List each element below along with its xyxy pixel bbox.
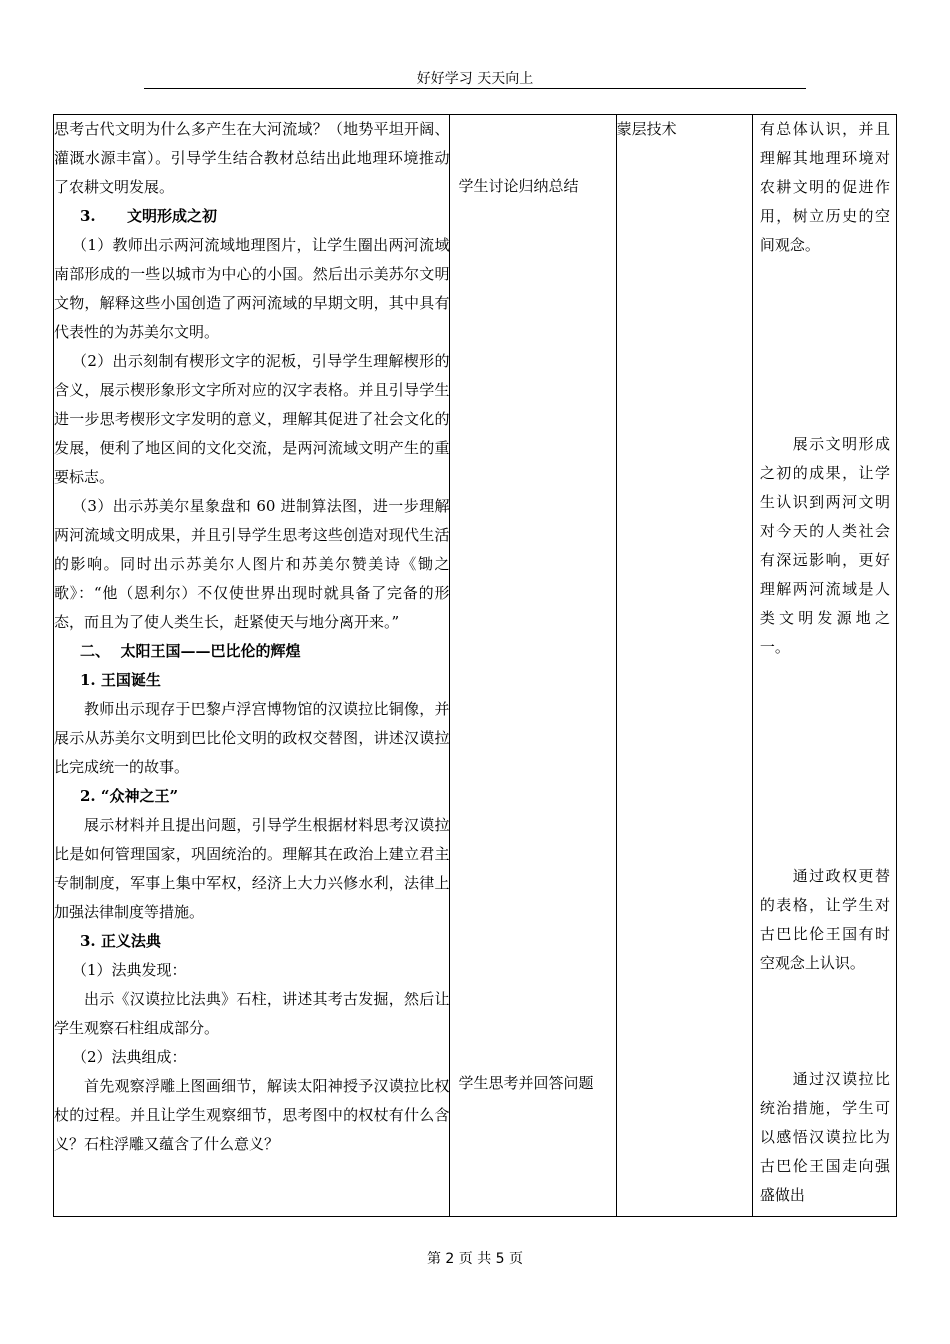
design-intent-cell — [752, 115, 896, 1217]
teaching-process-cell — [54, 115, 450, 1217]
student-activity-cell — [450, 115, 616, 1217]
paragraph: （2）出示刻制有楔形文字的泥板，引导学生理解楔形的含义，展示楔形象形文字所对应的汉字表格。并且引导学生进一步思考楔形文字发明的意义，理解其促进了社会文化的发展，便利了地区间的文化交流，是两河流域文明产生的重要标志。 — [54, 352, 450, 486]
page-footer: 第 2 页 共 5 页 — [426, 1251, 524, 1267]
paragraph: 教师出示现存于巴黎卢浮宫博物馆的汉谟拉比铜像，并展示从苏美尔文明到巴比伦文明的政权交替图，讲述汉谟拉比完成统一的故事。 — [54, 700, 450, 776]
paragraph: （1）法典发现： — [72, 961, 187, 979]
paragraph: （1）教师出示两河流域地理图片，让学生圈出两河流域南部形成的一些以城市为中心的小国。然后出示美苏尔文明文物，解释这些小国创造了两河流域的早期文明，其中具有代表性的为苏美尔文明。 — [54, 236, 450, 341]
section-heading: 3. 正义法典 — [80, 932, 161, 950]
design-intent-2: 展示文明形成之初的成果，让学生认识到两河文明对今天的人类社会有深远影响，更好理解两河流域是人类文明发源地之一。 — [759, 435, 890, 656]
section-heading: 二、 太阳王国——巴比伦的辉煌 — [80, 642, 301, 660]
paragraph: （3）出示苏美尔星象盘和 60 进制算法图，进一步理解两河流域文明成果，并且引导学生思考这些创造对现代生活的影响。同时出示苏美尔人图片和苏美尔赞美诗《锄之歌》：“他（恩利尔）不仅使世界出现时就具备了完备的形态，而且为了使人类生长，赶紧使天与地分离开来。” — [54, 497, 450, 631]
paragraph: 首先观察浮雕上图画细节，解读太阳神授予汉谟拉比权杖的过程。并且让学生观察细节，思考图中的权杖有什么含义？石柱浮雕又蕴含了什么意义？ — [54, 1077, 450, 1153]
design-intent-1: 有总体认识，并且理解其地理环境对农耕文明的促进作用，树立历史的空间观念。 — [759, 120, 890, 254]
table-row — [54, 115, 897, 1217]
paragraph: 展示材料并且提出问题，引导学生根据材料思考汉谟拉比是如何管理国家，巩固统治的。理解其在政治上建立君主专制制度，军事上集中军权，经济上大力兴修水利，法律上加强法律制度等措施。 — [54, 816, 450, 921]
lesson-plan-table — [53, 114, 897, 1217]
section-heading: 3. 文明形成之初 — [80, 207, 217, 225]
student-activity-1: 学生讨论归纳总结 — [458, 177, 579, 195]
section-heading: 2. “众神之王” — [80, 787, 179, 805]
section-heading: 1. 王国诞生 — [80, 671, 161, 689]
student-activity-2: 学生思考并回答问题 — [458, 1074, 594, 1092]
design-intent-4: 通过汉谟拉比统治措施，学生可以感悟汉谟拉比为古巴伦王国走向强盛做出 — [759, 1070, 890, 1204]
page-header: 好好学习 天天向上 — [416, 71, 534, 87]
design-intent-3: 通过政权更替的表格，让学生对古巴比伦王国有时空观念上认识。 — [759, 867, 890, 972]
header-rule — [144, 88, 806, 89]
media-note: 蒙层技术 — [616, 120, 677, 138]
paragraph: （2）法典组成： — [72, 1048, 187, 1066]
paragraph: 出示《汉谟拉比法典》石柱，讲述其考古发掘，然后让学生观察石柱组成部分。 — [54, 990, 450, 1037]
paragraph: 思考古代文明为什么多产生在大河流域？（地势平坦开阔、灌溉水源丰富）。引导学生结合教材总结出此地理环境推动了农耕文明发展。 — [54, 120, 450, 196]
media-cell — [616, 115, 752, 1217]
